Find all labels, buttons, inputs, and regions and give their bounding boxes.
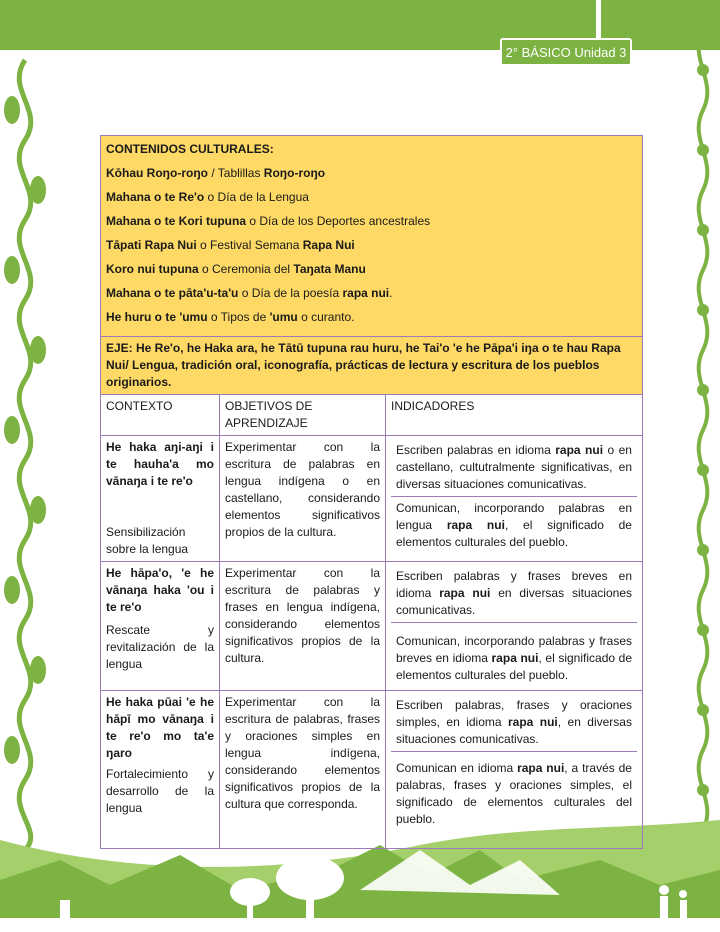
indicators-cell <box>386 562 643 691</box>
cultural-content-item: Kōhau Roŋo-roŋo / Tablillas Roŋo-roŋo <box>106 166 326 180</box>
table-row <box>101 436 643 562</box>
cultural-content-item: Tāpati Rapa Nui o Festival Semana Rapa Nui <box>106 238 355 252</box>
context-title: He haka pūai 'e he hāpī mo vānaŋa i te re'o mo ta'e ŋaro <box>106 695 214 760</box>
context-subtitle: Rescate y revitalización de la lengua <box>106 623 214 671</box>
axis-cell: EJE: He Re'o, he Haka ara, he Tātū tupuna rau huru, he Tai'o 'e he Pāpa'i iŋa o te hau Rapa Nui/ Lengua, tradición oral, iconografía, prácticas de lectura y escritura de los pueblos originarios. <box>101 337 643 395</box>
right-border-ornament <box>686 30 720 850</box>
context-title: He haka aŋi-aŋi i te hauha'a mo vānaŋa i te re'o <box>106 440 214 488</box>
indicator: Comunican en idioma rapa nui, a través de palabras, frases y oraciones simples, el significado de elementos culturales del pueblo. <box>396 761 632 826</box>
indicators-cell <box>386 691 643 849</box>
cultural-content-item: Mahana o te pāta'u-ta'u o Día de la poesía rapa nui. <box>106 286 393 300</box>
context-subtitle: Fortalecimiento y desarrollo de la lengua <box>106 767 214 815</box>
column-header-objetivos: OBJETIVOS DE APRENDIZAJE <box>220 395 386 436</box>
cultural-contents-title: CONTENIDOS CULTURALES: <box>106 142 274 156</box>
indicator: Escriben palabras y frases breves en idioma rapa nui en diversas situaciones comunicativas. <box>391 565 637 623</box>
objective-cell: Experimentar con la escritura de palabras, frases y oraciones simples en lengua indígena, considerando elementos significativos propios de la cultura que corresponda. <box>220 691 386 849</box>
cultural-content-item: Koro nui tupuna o Ceremonia del Taŋata Manu <box>106 262 366 276</box>
indicator: Comunican, incorporando palabras y frases breves en idioma rapa nui, el significado de elementos culturales del pueblo. <box>396 634 632 682</box>
grade-unit-badge: 2° BÁSICO Unidad 3 <box>500 38 632 66</box>
indicators-cell <box>386 436 643 562</box>
cultural-contents-cell <box>101 136 643 337</box>
context-title: He hāpa'o, 'e he vānaŋa haka 'ou i te re'o <box>106 566 214 614</box>
table-row <box>101 691 643 849</box>
column-header-contexto: CONTEXTO <box>101 395 220 436</box>
context-subtitle: Sensibilización sobre la lengua <box>106 525 189 556</box>
context-cell <box>101 436 220 562</box>
column-header-indicadores: INDICADORES <box>386 395 643 436</box>
table-row <box>101 562 643 691</box>
context-cell <box>101 691 220 849</box>
curriculum-table <box>100 135 643 849</box>
cultural-content-item: Mahana o te Kori tupuna o Día de los Deportes ancestrales <box>106 214 431 228</box>
left-border-ornament <box>0 50 50 850</box>
cultural-content-item: He huru o te 'umu o Tipos de 'umu o curanto. <box>106 310 355 324</box>
context-cell <box>101 562 220 691</box>
indicator: Comunican, incorporando palabras en lengua rapa nui, el significado de elementos culturales del pueblo. <box>396 501 632 549</box>
indicator: Escriben palabras en idioma rapa nui o en castellano, cultutralmente significativas, en diversas situaciones comunicativas. <box>391 439 637 497</box>
indicator: Escriben palabras, frases y oraciones simples, en idioma rapa nui, en diversas situaciones comunicativas. <box>391 694 637 752</box>
objective-cell: Experimentar con la escritura de palabras y frases en lengua indígena, considerando elementos significativos propios de la cultura. <box>220 562 386 691</box>
objective-cell: Experimentar con la escritura de palabras en lengua indígena o en castellano, considerando elementos significativos propios de la cultura. <box>220 436 386 562</box>
cultural-content-item: Mahana o te Re'o o Día de la Lengua <box>106 190 309 204</box>
